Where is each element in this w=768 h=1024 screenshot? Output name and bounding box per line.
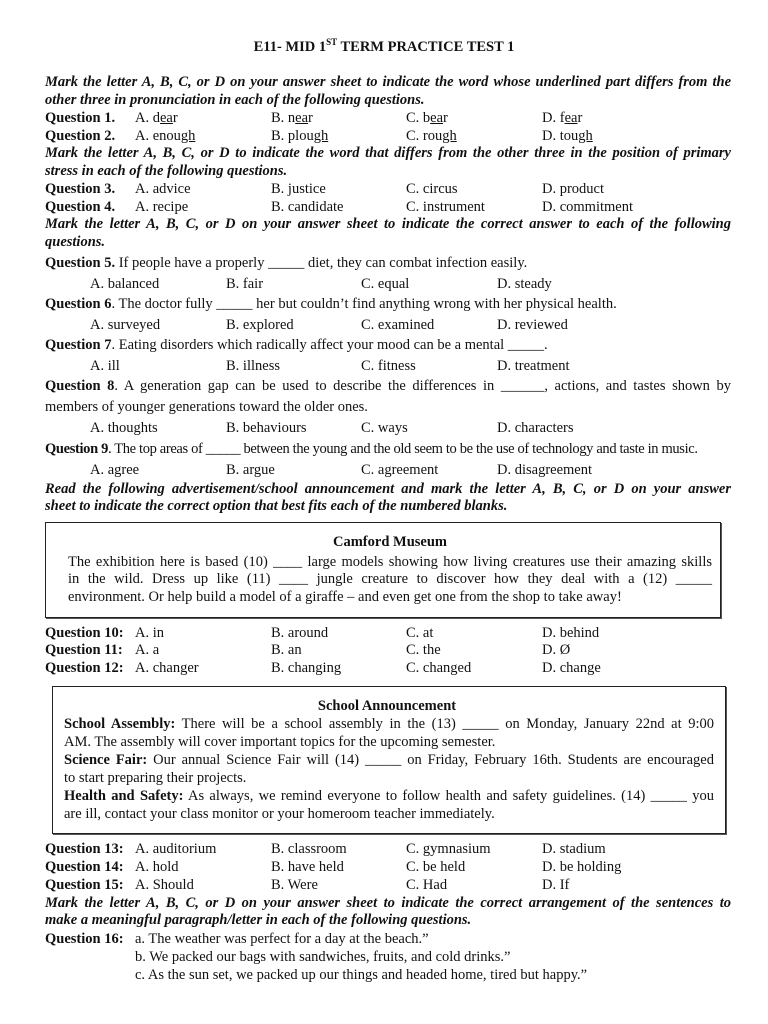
option-b: B. have held: [271, 859, 344, 875]
fair-line-2: to start preparing their projects.: [64, 770, 247, 786]
option-b: B. Were: [271, 877, 318, 893]
question-3: [45, 180, 731, 198]
option-d: D. be holding: [542, 859, 622, 875]
text-fragment: ea: [564, 110, 578, 126]
question-4: [45, 198, 731, 216]
instruction-5-line-2: make a meaningful paragraph/letter in each of the following questions.: [45, 912, 472, 928]
text-fragment: As always, we remind everyone to follow health and safety guidelines. (14) _____ you: [183, 788, 715, 804]
option-c: C. at: [406, 625, 434, 641]
text-fragment: . Eating disorders which radically affect your mood can be a mental _____.: [111, 337, 548, 353]
sentence-c: c. As the sun set, we packed up our things and headed home, tired but happy.”: [135, 967, 588, 983]
option-c: C. ways: [361, 420, 408, 436]
text-fragment: r: [443, 110, 448, 126]
option-d: D. change: [542, 660, 601, 676]
option-d: D. product: [542, 181, 605, 197]
option-d: D. treatment: [497, 358, 570, 374]
option-a: A. in: [135, 625, 164, 641]
text-fragment: Question 8: [45, 378, 115, 394]
question-16: [45, 930, 731, 948]
option-b: [271, 109, 313, 127]
option-a: A. hold: [135, 859, 179, 875]
option-c: C. examined: [361, 317, 435, 333]
text-fragment: Our annual Science Fair will (14) _____ on Friday, February 16th. Students are encouraged: [147, 752, 714, 768]
museum-line-2: in the wild. Dress up like (11) ____ jungle creature to discover how they deal with a (12) _____: [68, 571, 712, 587]
text-fragment: Science Fair:: [64, 752, 148, 768]
instruction-3-line-2: questions.: [45, 234, 106, 250]
option-a: A. a: [135, 642, 160, 658]
option-c: C. changed: [406, 660, 472, 676]
option-b: B. behaviours: [226, 420, 307, 436]
question-5-options: [45, 275, 731, 293]
instruction-4-line-2: sheet to indicate the correct option that best fits each of the numbered blanks.: [45, 498, 508, 514]
option-c: [406, 127, 457, 145]
museum-line-1: The exhibition here is based (10) ____ large models showing how living creatures use their amazing skills: [68, 554, 712, 570]
sentence-b: b. We packed our bags with sandwiches, fruits, and cold drinks.”: [135, 949, 511, 965]
text-fragment: r: [172, 110, 178, 126]
question-6-options: [45, 316, 731, 334]
option-c: [406, 109, 448, 127]
text-fragment: gh: [313, 128, 329, 144]
question-label: Question 16:: [45, 931, 124, 947]
text-fragment: B. n: [271, 110, 296, 126]
question-9-stem: [45, 440, 731, 458]
text-fragment: ea: [295, 110, 309, 126]
question-label: Question 14:: [45, 859, 124, 875]
question-12: [45, 659, 731, 677]
text-fragment: . The top areas of _____ between the young and the old seem to be the use of technology and taste in music.: [107, 441, 698, 457]
option-a: A. recipe: [135, 199, 189, 215]
option-c: C. fitness: [361, 358, 416, 374]
text-fragment: . A generation gap can be used to describe the differences in ______, actions, and tastes shown by: [114, 378, 731, 394]
school-announcement-box: [52, 686, 726, 834]
fair-line-1: [64, 751, 714, 769]
option-a: A. Should: [135, 877, 194, 893]
question-label: Question 4.: [45, 199, 116, 215]
museum-line-3: environment. Or help build a model of a giraffe – and even get one from the shop to take away!: [68, 589, 622, 605]
option-d: [542, 109, 582, 127]
text-fragment: If people have a properly _____ diet, they can combat infection easily.: [115, 255, 528, 271]
text-fragment: A. enou: [135, 128, 181, 144]
option-a: A. thoughts: [90, 420, 158, 436]
sentence-a: a. The weather was perfect for a day at the beach.”: [135, 931, 429, 947]
instruction-3-line-1: Mark the letter A, B, C, or D on your answer sheet to indicate the correct answer to each of the following: [45, 216, 731, 232]
question-label: Question 1.: [45, 110, 116, 126]
question-13: [45, 840, 731, 858]
question-label: Question 2.: [45, 128, 116, 144]
option-d: D. If: [542, 877, 570, 893]
question-2: [45, 127, 731, 145]
question-label: Question 13:: [45, 841, 124, 857]
question-7-options: [45, 357, 731, 375]
museum-advertisement-box: [45, 522, 721, 618]
option-a: A. ill: [90, 358, 120, 374]
question-8-stem-line-2: members of younger generations toward the older ones.: [45, 399, 368, 415]
option-c: C. agreement: [361, 462, 439, 478]
text-fragment: C. b: [406, 110, 431, 126]
question-8-options: [45, 419, 731, 437]
option-a: A. advice: [135, 181, 191, 197]
option-d: D. stadium: [542, 841, 606, 857]
option-a: [135, 109, 178, 127]
option-b: B. explored: [226, 317, 294, 333]
option-b: B. argue: [226, 462, 275, 478]
option-c: C. circus: [406, 181, 458, 197]
question-16-sentence-c-row: [45, 966, 731, 984]
question-14: [45, 858, 731, 876]
instruction-1-line-2: other three in pronunciation in each of the following questions.: [45, 92, 425, 108]
assembly-line-1: [64, 715, 714, 733]
text-fragment: School Assembly:: [64, 716, 176, 732]
announcement-title: School Announcement: [317, 698, 457, 714]
text-fragment: gh: [578, 128, 593, 144]
option-c: C. the: [406, 642, 441, 658]
text-fragment: Question 6: [45, 296, 112, 312]
text-fragment: Health and Safety:: [64, 788, 184, 804]
health-line-2: are ill, contact your class monitor or your homeroom teacher immediately.: [64, 806, 495, 822]
question-6-stem: [45, 295, 731, 313]
option-d: D. Ø: [542, 642, 571, 658]
text-fragment: r: [577, 110, 583, 126]
option-b: B. fair: [226, 276, 264, 292]
text-fragment: Question 5.: [45, 255, 116, 271]
option-b: B. justice: [271, 181, 326, 197]
text-fragment: C. rou: [406, 128, 443, 144]
text-fragment: Question 7: [45, 337, 112, 353]
option-b: B. illness: [226, 358, 280, 374]
question-11: [45, 641, 731, 659]
question-5-stem: [45, 254, 731, 272]
text-fragment: B. plou: [271, 128, 314, 144]
question-9-options: [45, 461, 731, 479]
text-fragment: ST: [326, 37, 338, 47]
text-fragment: E11- MID 1: [253, 38, 327, 55]
text-fragment: r: [308, 110, 313, 126]
option-b: B. an: [271, 642, 302, 658]
option-d: D. disagreement: [497, 462, 593, 478]
instruction-2-line-2: stress in each of the following questions.: [45, 163, 288, 179]
option-a: A. balanced: [90, 276, 160, 292]
option-d: D. behind: [542, 625, 600, 641]
museum-title: Camford Museum: [333, 534, 447, 550]
option-b: B. classroom: [271, 841, 347, 857]
text-fragment: TERM PRACTICE TEST 1: [337, 38, 515, 55]
option-c: C. instrument: [406, 199, 485, 215]
text-fragment: gh: [180, 128, 196, 144]
option-c: C. equal: [361, 276, 410, 292]
option-b: B. candidate: [271, 199, 344, 215]
text-fragment: D. tou: [542, 128, 579, 144]
page-title: [0, 37, 768, 56]
question-label: Question 10:: [45, 625, 124, 641]
question-label: Question 15:: [45, 877, 124, 893]
text-fragment: . The doctor fully _____ her but couldn’t find anything wrong with her physical health.: [111, 296, 617, 312]
option-a: A. agree: [90, 462, 140, 478]
health-line-1: [64, 787, 714, 805]
option-b: B. around: [271, 625, 329, 641]
instruction-2-line-1: Mark the letter A, B, C, or D to indicate the word that differs from the other three in the position of primary: [45, 145, 731, 161]
option-a: [135, 127, 195, 145]
question-8-stem-line-1: [45, 377, 731, 395]
question-15: [45, 876, 731, 894]
option-d: D. steady: [497, 276, 552, 292]
assembly-line-2: AM. The assembly will cover important topics for the upcoming semester.: [64, 734, 496, 750]
option-d: [542, 127, 593, 145]
option-d: D. commitment: [542, 199, 634, 215]
text-fragment: D. f: [542, 110, 565, 126]
text-fragment: ea: [430, 110, 444, 126]
option-a: A. auditorium: [135, 841, 217, 857]
text-fragment: gh: [442, 128, 457, 144]
option-c: C. be held: [406, 859, 466, 875]
question-16-sentence-b-row: [45, 948, 731, 966]
question-7-stem: [45, 336, 731, 354]
option-c: C. gymnasium: [406, 841, 491, 857]
option-a: A. changer: [135, 660, 199, 676]
text-fragment: A. d: [135, 110, 160, 126]
option-a: A. surveyed: [90, 317, 161, 333]
text-fragment: There will be a school assembly in the (13) _____ on Monday, January 22nd at 9:00: [175, 716, 714, 732]
instruction-1-line-1: Mark the letter A, B, C, or D on your answer sheet to indicate the word whose underlined part differs from the: [45, 74, 731, 90]
instruction-4-line-1: Read the following advertisement/school announcement and mark the letter A, B, C, or D on your answer: [45, 481, 731, 497]
question-10: [45, 624, 731, 642]
question-1: [45, 109, 731, 127]
option-d: D. reviewed: [497, 317, 568, 333]
option-d: D. characters: [497, 420, 574, 436]
option-b: [271, 127, 328, 145]
instruction-5-line-1: Mark the letter A, B, C, or D on your answer sheet to indicate the correct arrangement of the sentences to: [45, 895, 731, 911]
text-fragment: Question 9: [45, 441, 108, 457]
question-label: Question 12:: [45, 660, 124, 676]
option-b: B. changing: [271, 660, 342, 676]
option-c: C. Had: [406, 877, 448, 893]
question-label: Question 3.: [45, 181, 116, 197]
question-label: Question 11:: [45, 642, 123, 658]
text-fragment: ea: [159, 110, 173, 126]
